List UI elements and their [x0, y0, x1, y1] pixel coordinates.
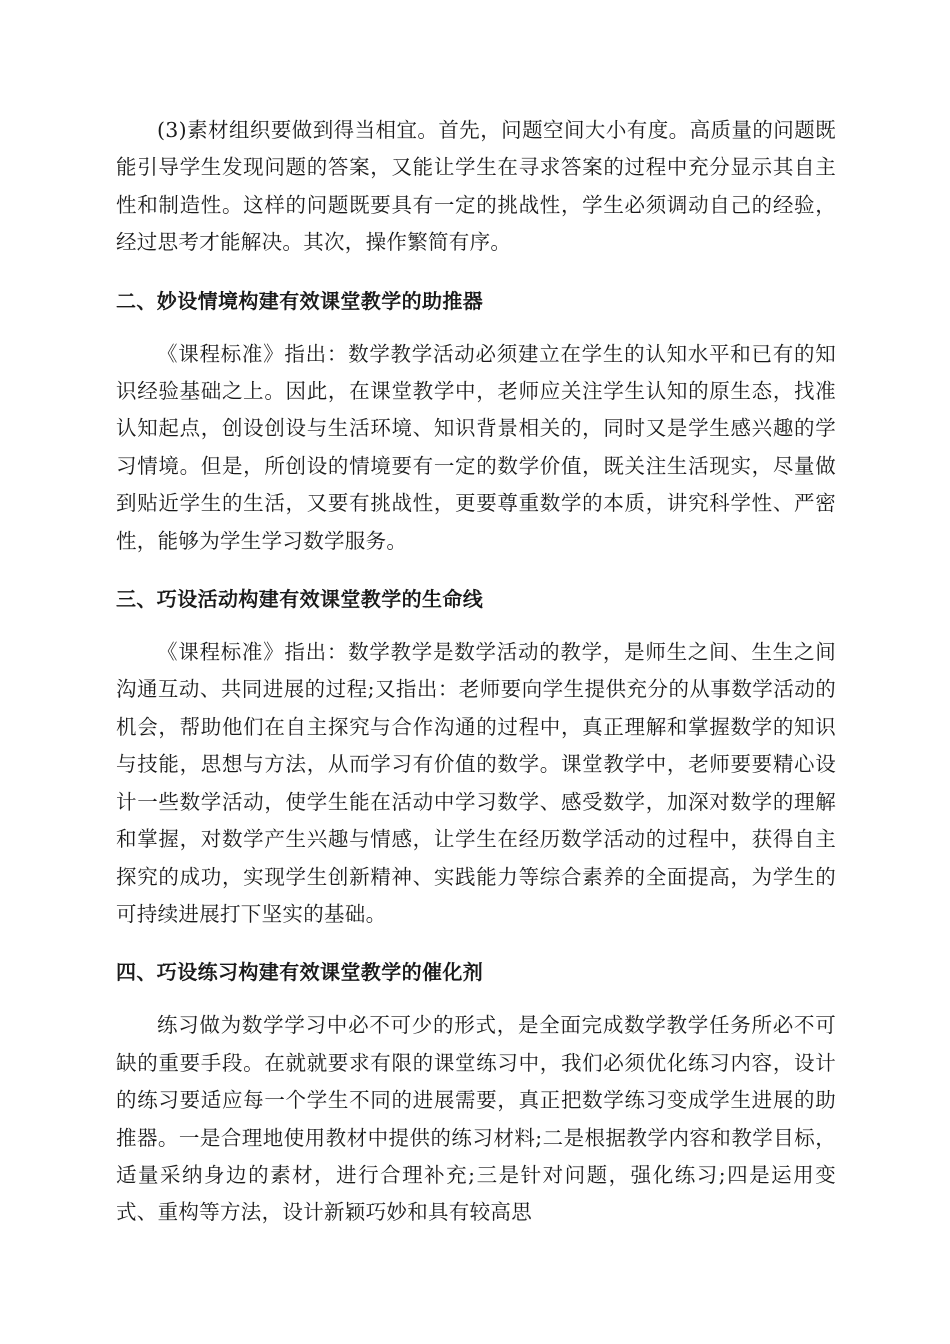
document-page	[116, 112, 836, 1232]
paragraph-practice: 练习做为数学学习中必不可少的形式，是全面完成数学教学任务所必不可缺的重要手段。在就就要求有限的课堂练习中，我们必须优化练习内容，设计的练习要适应每一个学生不同的进展需要，真正把数学练习变成学生进展的助推器。一是合理地使用教材中提供的练习材料;二是根据教学内容和教学目标，适量采纳身边的素材，进行合理补充;三是针对问题，强化练习;四是运用变式、重构等方法，设计新颖巧妙和具有较高思	[116, 1013, 836, 1225]
heading-section-3: 三、巧设活动构建有效课堂教学的生命线	[116, 587, 484, 612]
paragraph-activity: 《课程标准》指出：数学教学是数学活动的教学，是师生之间、生生之间沟通互动、共同进展的过程;又指出：老师要向学生提供充分的从事数学活动的机会，帮助他们在自主探究与合作沟通的过程中，真正理解和掌握数学的知识与技能，思想与方法，从而学习有价值的数学。课堂教学中，老师要要精心设计一些数学活动，使学生能在活动中学习数学、感受数学，加深对数学的理解和掌握，对数学产生兴趣与情感，让学生在经历数学活动的过程中，获得自主探究的成功，实现学生创新精神、实践能力等综合素养的全面提高，为学生的可持续进展打下坚实的基础。	[116, 640, 836, 926]
heading-section-2: 二、妙设情境构建有效课堂教学的助推器	[116, 288, 484, 313]
paragraph-material-organization: (3)素材组织要做到得当相宜。首先，问题空间大小有度。高质量的问题既能引导学生发现问题的答案，又能让学生在寻求答案的过程中充分显示其自主性和制造性。这样的问题既要具有一定的挑战性，学生必须调动自己的经验，经过思考才能解决。其次，操作繁简有序。	[116, 118, 836, 255]
heading-section-4: 四、巧设练习构建有效课堂教学的催化剂	[116, 960, 484, 985]
paragraph-situation: 《课程标准》指出：数学教学活动必须建立在学生的认知水平和已有的知识经验基础之上。因此，在课堂教学中，老师应关注学生认知的原生态，找准认知起点，创设创设与生活环境、知识背景相关的，同时又是学生感兴趣的学习情境。但是，所创设的情境要有一定的数学价值，既关注生活现实，尽量做到贴近学生的生活，又要有挑战性，更要尊重数学的本质，讲究科学性、严密性，能够为学生学习数学服务。	[116, 341, 836, 553]
